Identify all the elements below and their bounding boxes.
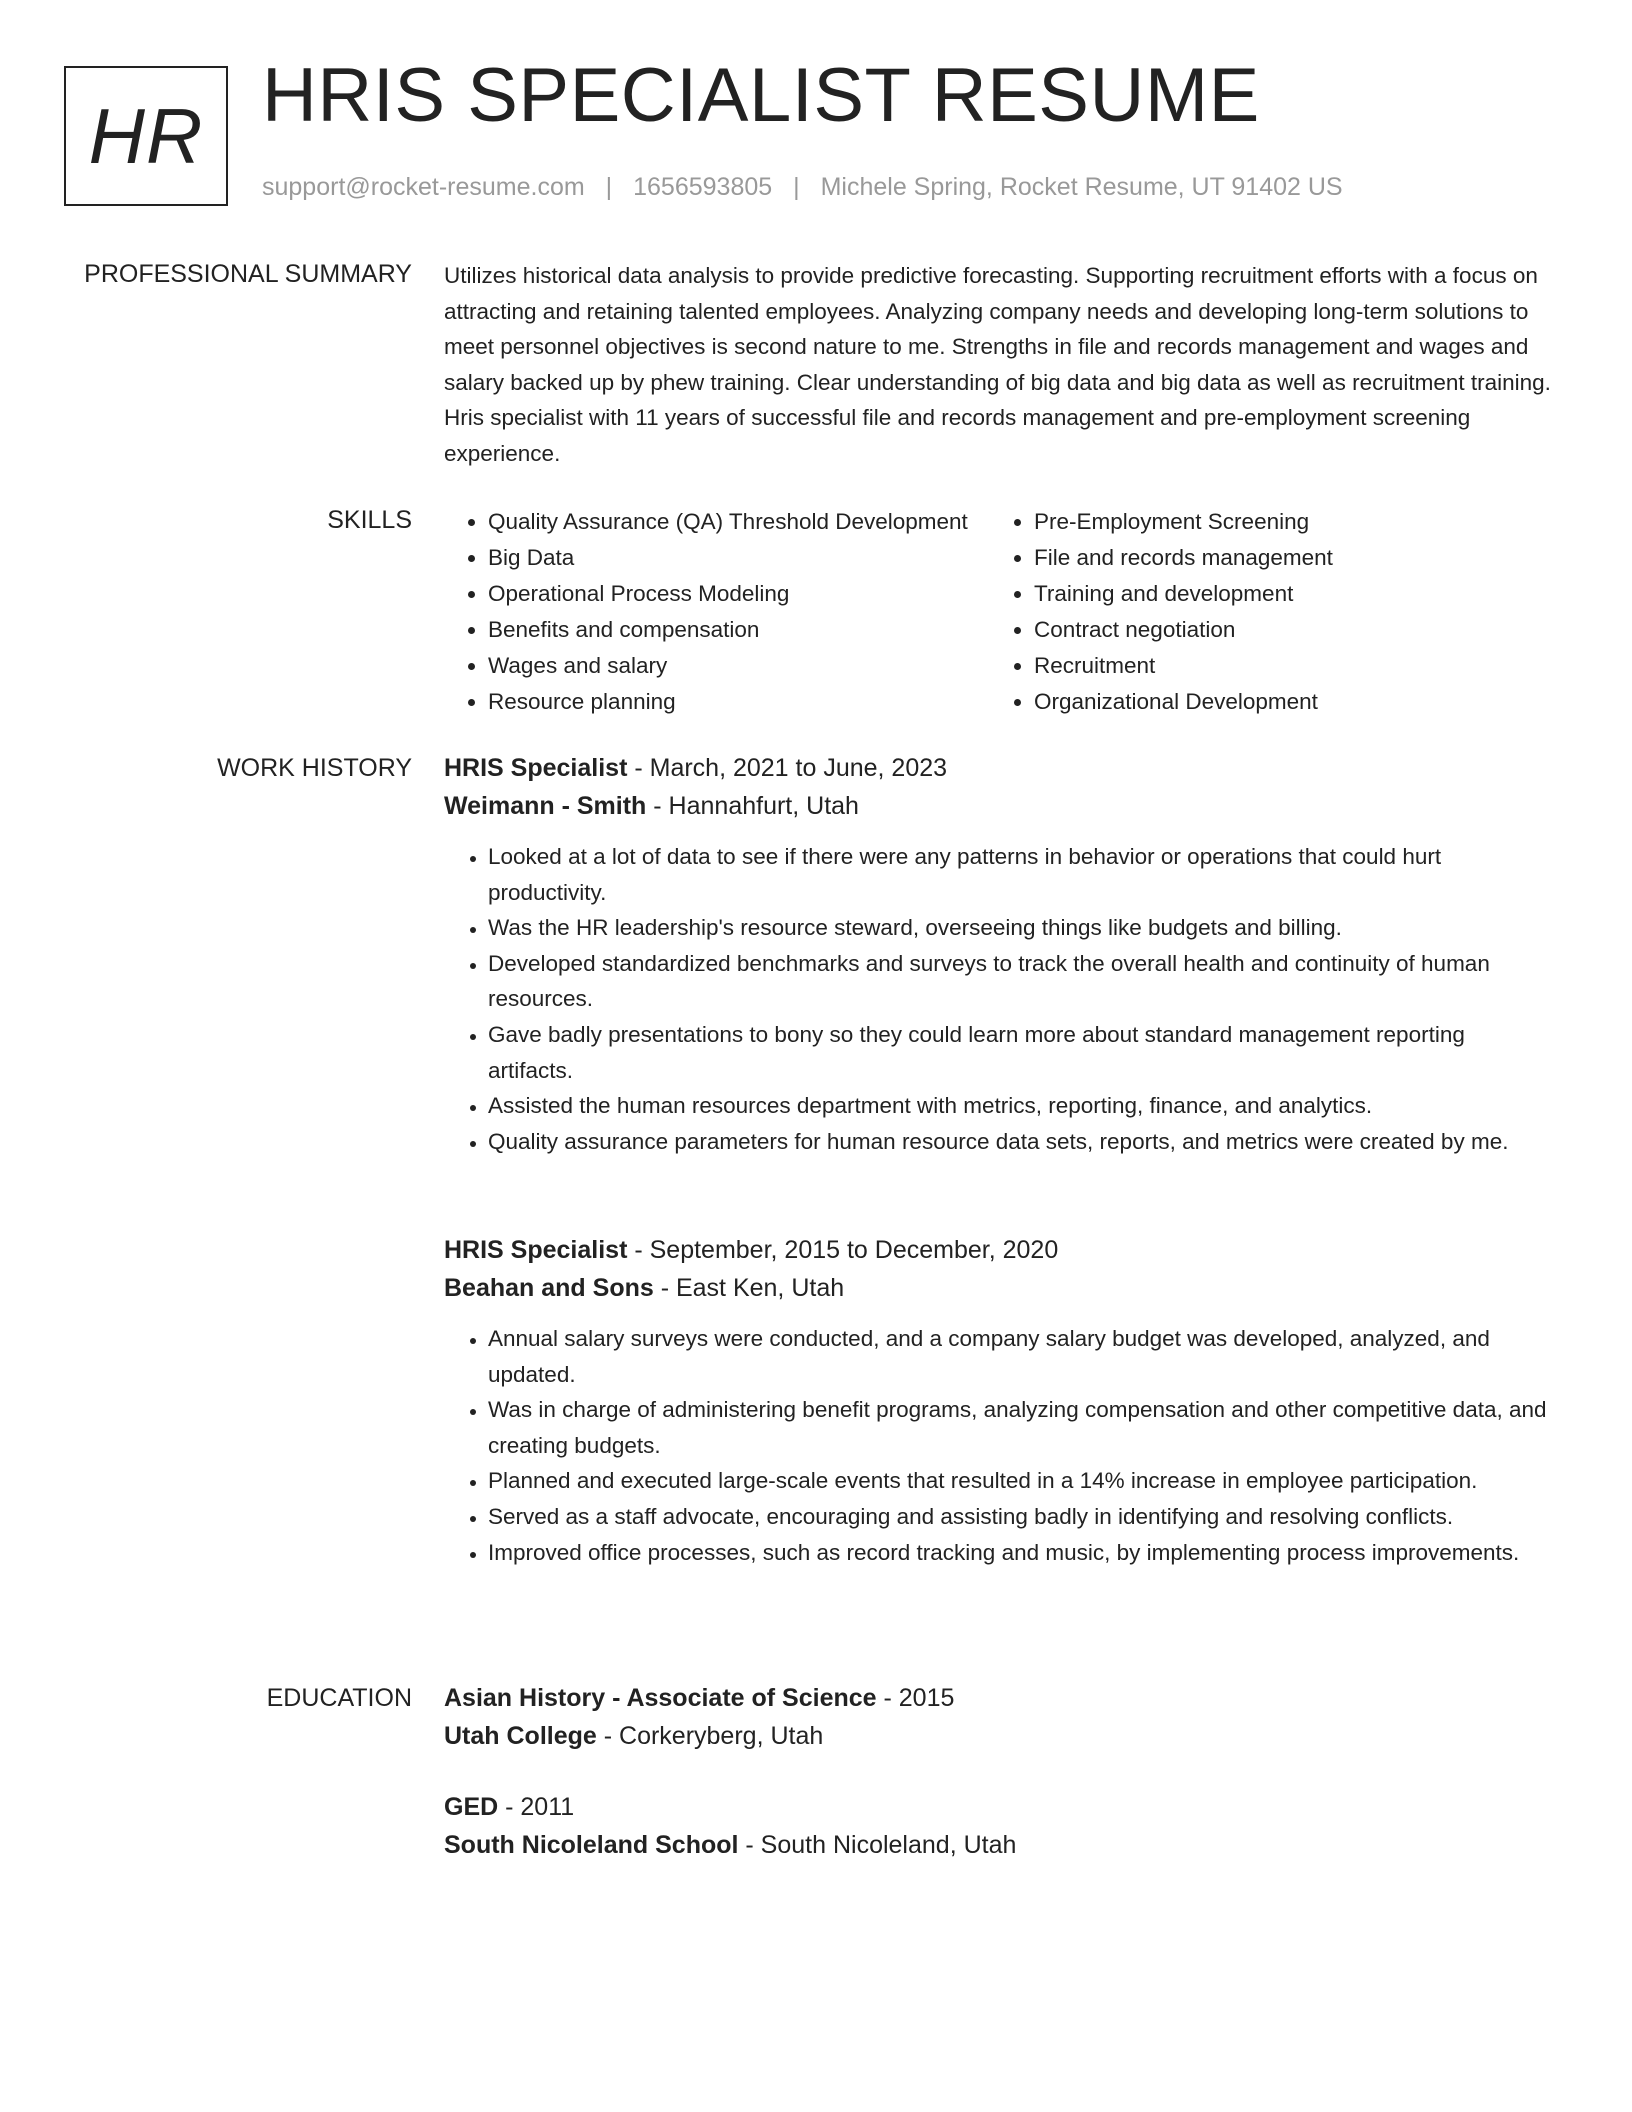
education-degree: Asian History - Associate of Science: [444, 1684, 877, 1712]
job-bullets: [444, 1321, 1556, 1570]
education-degree: GED: [444, 1793, 499, 1821]
summary-section: [444, 258, 1556, 472]
job-bullet: • Served as a staff advocate, encouraging and assisting badly in identifying and resolving conflicts.: [488, 1499, 1556, 1535]
job-title: HRIS Specialist: [444, 754, 628, 782]
skill-item: • Pre-Employment Screening: [1034, 504, 1490, 540]
job-title-line: [444, 1231, 1556, 1269]
job-bullet: • Developed standardized benchmarks and surveys to track the overall health and continuity of human resources.: [488, 946, 1556, 1017]
job-location: - East Ken, Utah: [653, 1274, 845, 1302]
contact-phone: 1656593805: [633, 173, 773, 201]
skills-section: [444, 504, 1556, 720]
skill-item: • Quality Assurance (QA) Threshold Development: [488, 504, 944, 540]
job-bullet: • Quality assurance parameters for human resource data sets, reports, and metrics were created by me.: [488, 1124, 1556, 1160]
skill-item: • Wages and salary: [488, 648, 944, 684]
contact-separator: |: [793, 173, 800, 201]
skills-list-right: [990, 504, 1490, 720]
summary-text: Utilizes historical data analysis to provide predictive forecasting. Supporting recruitment efforts with a focus on attracting and retaining talented employees. Analyzing company needs and developing long-term solutions to meet personnel objectives is second nature to me. Strengths in file and records management and wages and salary backed up by phew training. Clear understanding of big data and big data as well as recruitment training. Hris specialist with 11 years of successful file and records management and pre-employment screening experience.: [444, 263, 1551, 466]
job-bullet: • Planned and executed large-scale events that resulted in a 14% increase in employee participation.: [488, 1463, 1556, 1499]
education-school-line: [444, 1826, 1556, 1864]
education-school: South Nicoleland School: [444, 1831, 739, 1859]
job-title-line: [444, 749, 1556, 787]
monogram-text: HR: [88, 91, 204, 180]
resume-title: HRIS SPECIALIST RESUME: [262, 53, 1260, 138]
skill-item: • Big Data: [488, 540, 944, 576]
contact-address: Michele Spring, Rocket Resume, UT 91402 US: [820, 173, 1343, 201]
skill-item: • Benefits and compensation: [488, 612, 944, 648]
education-year: - 2011: [498, 1793, 575, 1821]
skill-item: • Recruitment: [1034, 648, 1490, 684]
work-history-heading: WORK HISTORY: [217, 754, 412, 782]
skill-item: • Contract negotiation: [1034, 612, 1490, 648]
skill-item: • Organizational Development: [1034, 684, 1490, 720]
skill-item: • Training and development: [1034, 576, 1490, 612]
monogram-badge: [64, 66, 228, 206]
job-dates: - March, 2021 to June, 2023: [627, 754, 948, 782]
job-bullets: [444, 839, 1556, 1159]
skill-item: • Operational Process Modeling: [488, 576, 944, 612]
skill-item: • File and records management: [1034, 540, 1490, 576]
education-entry: [444, 1788, 1556, 1864]
job-dates: - September, 2015 to December, 2020: [627, 1236, 1059, 1264]
job-company: Beahan and Sons: [444, 1274, 654, 1302]
contact-line: [262, 175, 1343, 200]
education-location: - Corkeryberg, Utah: [596, 1722, 824, 1750]
skills-grid: [444, 504, 1556, 720]
education-year: - 2015: [876, 1684, 955, 1712]
contact-separator: |: [605, 173, 613, 201]
job-bullet: • Improved office processes, such as record tracking and music, by implementing process improvements.: [488, 1535, 1556, 1571]
skills-list-left: [444, 504, 968, 720]
education-entry: [444, 1679, 1556, 1755]
education-degree-line: [444, 1788, 1556, 1826]
job-company-line: [444, 787, 1556, 825]
job-location: - Hannahfurt, Utah: [646, 792, 859, 820]
job-bullet: • Assisted the human resources department with metrics, reporting, finance, and analytics.: [488, 1088, 1556, 1124]
job-company: Weimann - Smith: [444, 792, 647, 820]
job-entry: [444, 749, 1556, 1159]
skill-item: • Resource planning: [488, 684, 944, 720]
job-bullet: • Gave badly presentations to bony so they could learn more about standard management reporting artifacts.: [488, 1017, 1556, 1088]
job-bullet: • Looked at a lot of data to see if there were any patterns in behavior or operations that could hurt productivity.: [488, 839, 1556, 910]
education-school-line: [444, 1717, 1556, 1755]
contact-email: support@rocket-resume.com: [262, 173, 585, 201]
job-title: HRIS Specialist: [444, 1236, 628, 1264]
education-heading: EDUCATION: [266, 1684, 412, 1712]
education-school: Utah College: [444, 1722, 597, 1750]
job-bullet: • Annual salary surveys were conducted, and a company salary budget was developed, analyzed, and updated.: [488, 1321, 1556, 1392]
job-company-line: [444, 1269, 1556, 1307]
job-bullet: • Was in charge of administering benefit programs, analyzing compensation and other competitive data, and creating budgets.: [488, 1392, 1556, 1463]
education-degree-line: [444, 1679, 1556, 1717]
summary-heading: PROFESSIONAL SUMMARY: [84, 260, 412, 288]
skills-heading: SKILLS: [327, 506, 412, 534]
job-entry: [444, 1231, 1556, 1570]
education-location: - South Nicoleland, Utah: [738, 1831, 1017, 1859]
job-bullet: • Was the HR leadership's resource steward, overseeing things like budgets and billing.: [488, 910, 1556, 946]
